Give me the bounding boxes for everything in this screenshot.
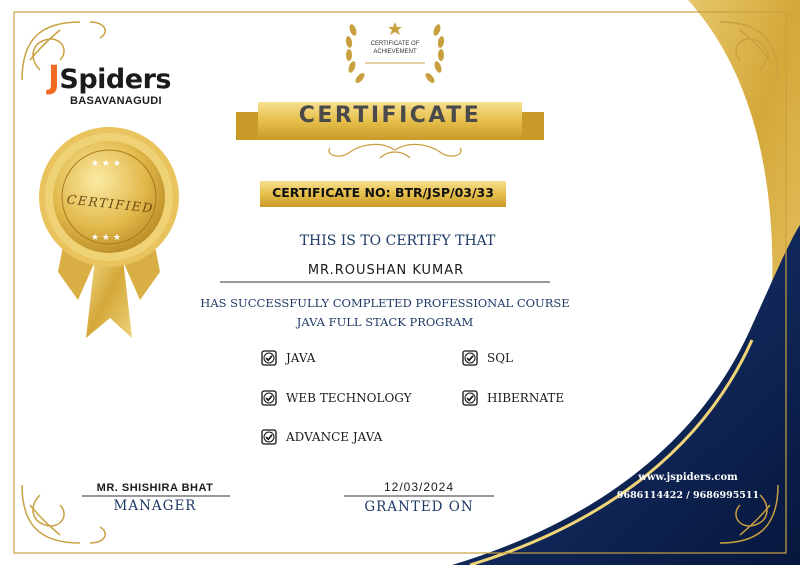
achievement-emblem [355,40,435,56]
branch-name: BASAVANAGUDI [70,95,162,107]
certificate-title: CERTIFICATE [298,103,482,128]
skill-java: JAVA [286,351,316,365]
website: www.jspiders.com [638,472,738,483]
checkbox-checked-icon [261,350,277,366]
svg-text:★ ★ ★: ★ ★ ★ [91,233,121,243]
certificate-number: CERTIFICATE NO: BTR/JSP/03/33 [272,185,494,200]
jspiders-logo [48,58,171,96]
skill-hibernate: HIBERNATE [487,391,565,405]
skill-web-technology: WEB TECHNOLOGY [286,391,412,405]
logo-letter: J [48,58,60,96]
skill-sql: SQL [487,351,514,365]
manager-name: MR. SHISHIRA BHAT [96,482,214,494]
logo-text: Spiders [59,64,171,95]
program-name: JAVA FULL STACK PROGRAM [296,315,474,329]
achievement-line-1: CERTIFICATE OF [370,41,420,47]
flourish-ornament [329,144,461,158]
granted-label: GRANTED ON [364,499,474,515]
certify-statement: THIS IS TO CERTIFY THAT [299,233,496,249]
recipient-name: MR.ROUSHAN KUMAR [307,263,465,278]
skill-advance-java: ADVANCE JAVA [286,430,383,444]
seal-text: CERTIFIED [66,191,155,216]
checkbox-checked-icon [261,429,277,445]
completion-statement: HAS SUCCESSFULLY COMPLETED PROFESSIONAL COURSE [200,296,570,310]
checkbox-checked-icon [462,390,478,406]
phone-numbers: 9686114422 / 9686995511 [616,490,760,501]
achievement-line-2: ACHIEVEMENT [373,49,417,55]
manager-title: MANAGER [113,498,197,514]
checkbox-checked-icon [261,390,277,406]
svg-text:★ ★ ★: ★ ★ ★ [91,159,121,169]
granted-date: 12/03/2024 [383,480,455,494]
checkbox-checked-icon [462,350,478,366]
seal-label [45,150,175,250]
